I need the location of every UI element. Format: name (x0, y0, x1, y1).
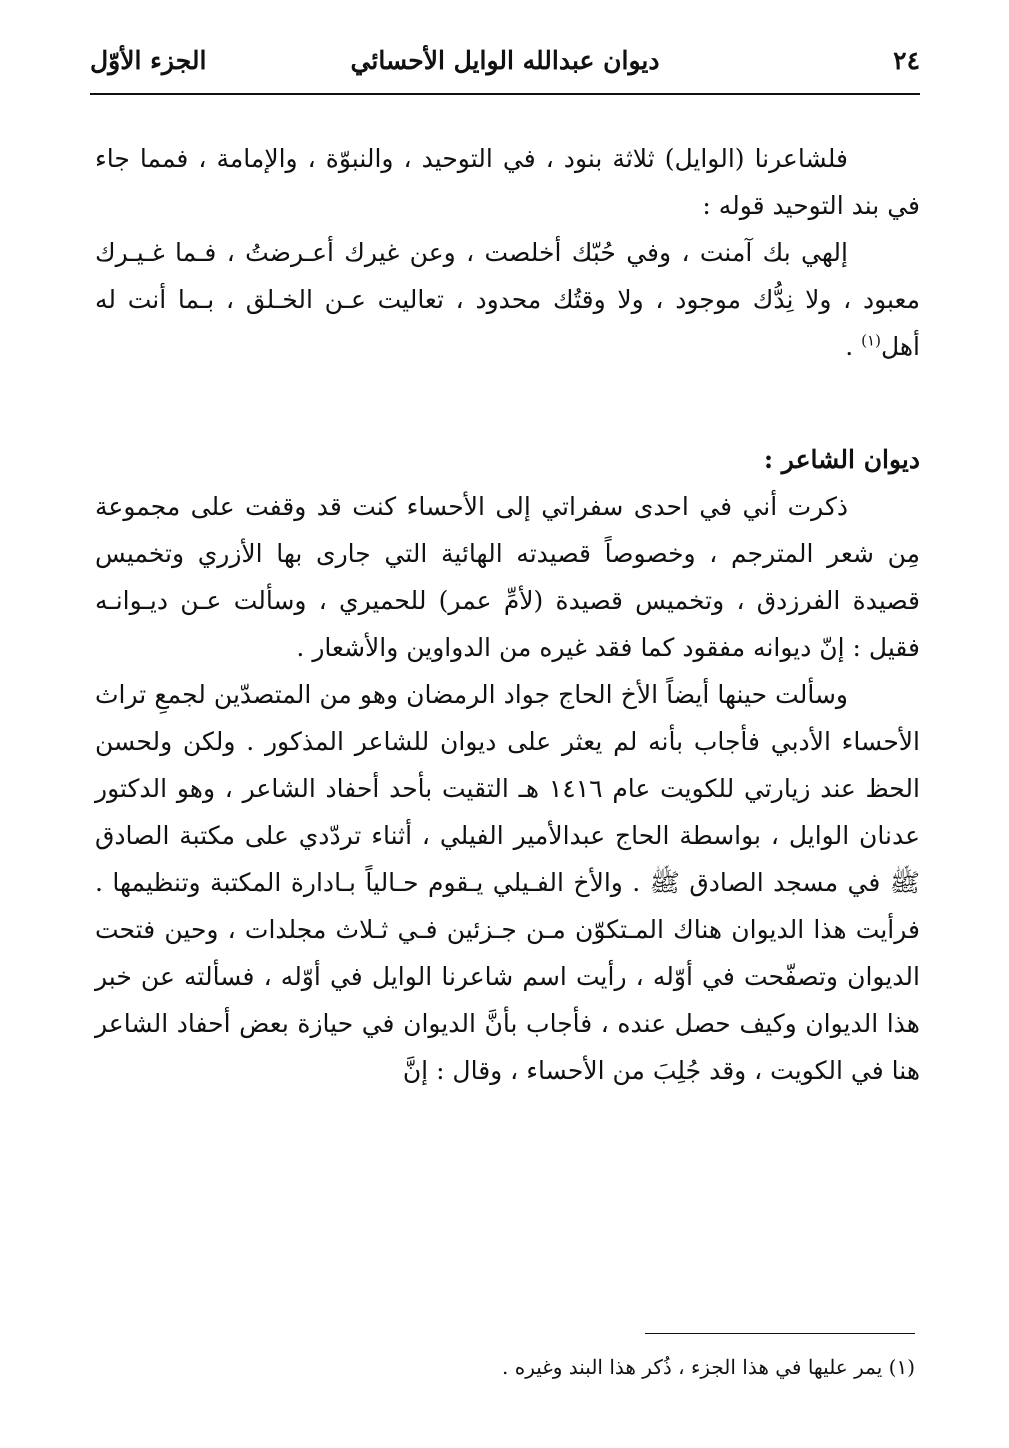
running-header (90, 38, 920, 84)
header-rule (90, 93, 920, 95)
diwan-paragraph-2: وسألت حينها أيضاً الأخ الحاج جواد الرمضان وهو من المتصدّين لجمعِ تراث الأحساء الأدبي فأجاب بأنه لم يعثر على ديوان للشاعر المذكور . ولكن ولحسن الحظ عند زيارتي للكويت عام ١٤١٦ هـ التقيت بأحد أحفاد الشاعر ، وهو الدكتور عدنان الوايل ، بواسطة الحاج عبدالأمير الفيلي ، أثناء تردّدي على مكتبة الصادق ﷺ في مسجد الصادق ﷺ . والأخ الفـيلي يـقوم حـالياً بـادارة المكتبة وتنظيمها . فرأيت هذا الديوان هناك المـتكوّن مـن جـزئين فـي ثـلاث مجلدات ، وحين فتحت الديوان وتصفّحت في أوّله ، رأيت اسم شاعرنا الوايل في أوّله ، فسألته عن خبر هذا الديوان وكيف حصل عنده ، فأجاب بأنَّ الديوان في حيازة بعض أحفاد الشاعر هنا في الكويت ، وقد جُلِبَ من الأحساء ، وقال : إنَّ (95, 680, 920, 1085)
part-label: الجزء الأوّل (90, 46, 207, 75)
quoted-prayer-paragraph (95, 229, 920, 370)
intro-paragraph: فلشاعرنا (الوايل) ثلاثة بنود ، في التوحيد ، والنبوّة ، والإمامة ، فمما جاء في بند التوحيد قوله : (95, 144, 920, 220)
footnote-rule (645, 1333, 915, 1334)
footnote-reference: (١) (861, 331, 881, 350)
page-number: ٢٤ (893, 46, 920, 75)
quoted-prayer-end: . (845, 332, 854, 361)
book-title: ديوان عبدالله الوايل الأحسائي (350, 46, 660, 75)
quoted-prayer-text: إلهي بك آمنت ، وفي حُبّك أخلصت ، وعن غيرك أعـرضتُ ، فـما غـيـرك معبود ، ولا نِدُّك موجود ، ولا وقتُك محدود ، تعاليت عـن الخـلق ، بـما أنت له أهل (95, 238, 920, 361)
body-text (95, 135, 920, 1094)
diwan-paragraph-1: ذكرت أني في احدى سفراتي إلى الأحساء كنت قد وقفت على مجموعة مِن شعر المترجم ، وخصوصاً قصيدته الهائية التي جارى بها الأزري وتخميس قصيدة الفرزدق ، وتخميس قصيدة (لأمِّ عمر) للحميري ، وسألت عـن ديـوانـه فقيل : إنّ ديوانه مفقود كما فقد غيره من الدواوين والأشعار . (95, 492, 920, 662)
section-heading: ديوان الشاعر : (763, 445, 920, 474)
footnote: (١) يمر عليها في هذا الجزء ، ذُكر هذا البند وغيره . (502, 1355, 915, 1379)
